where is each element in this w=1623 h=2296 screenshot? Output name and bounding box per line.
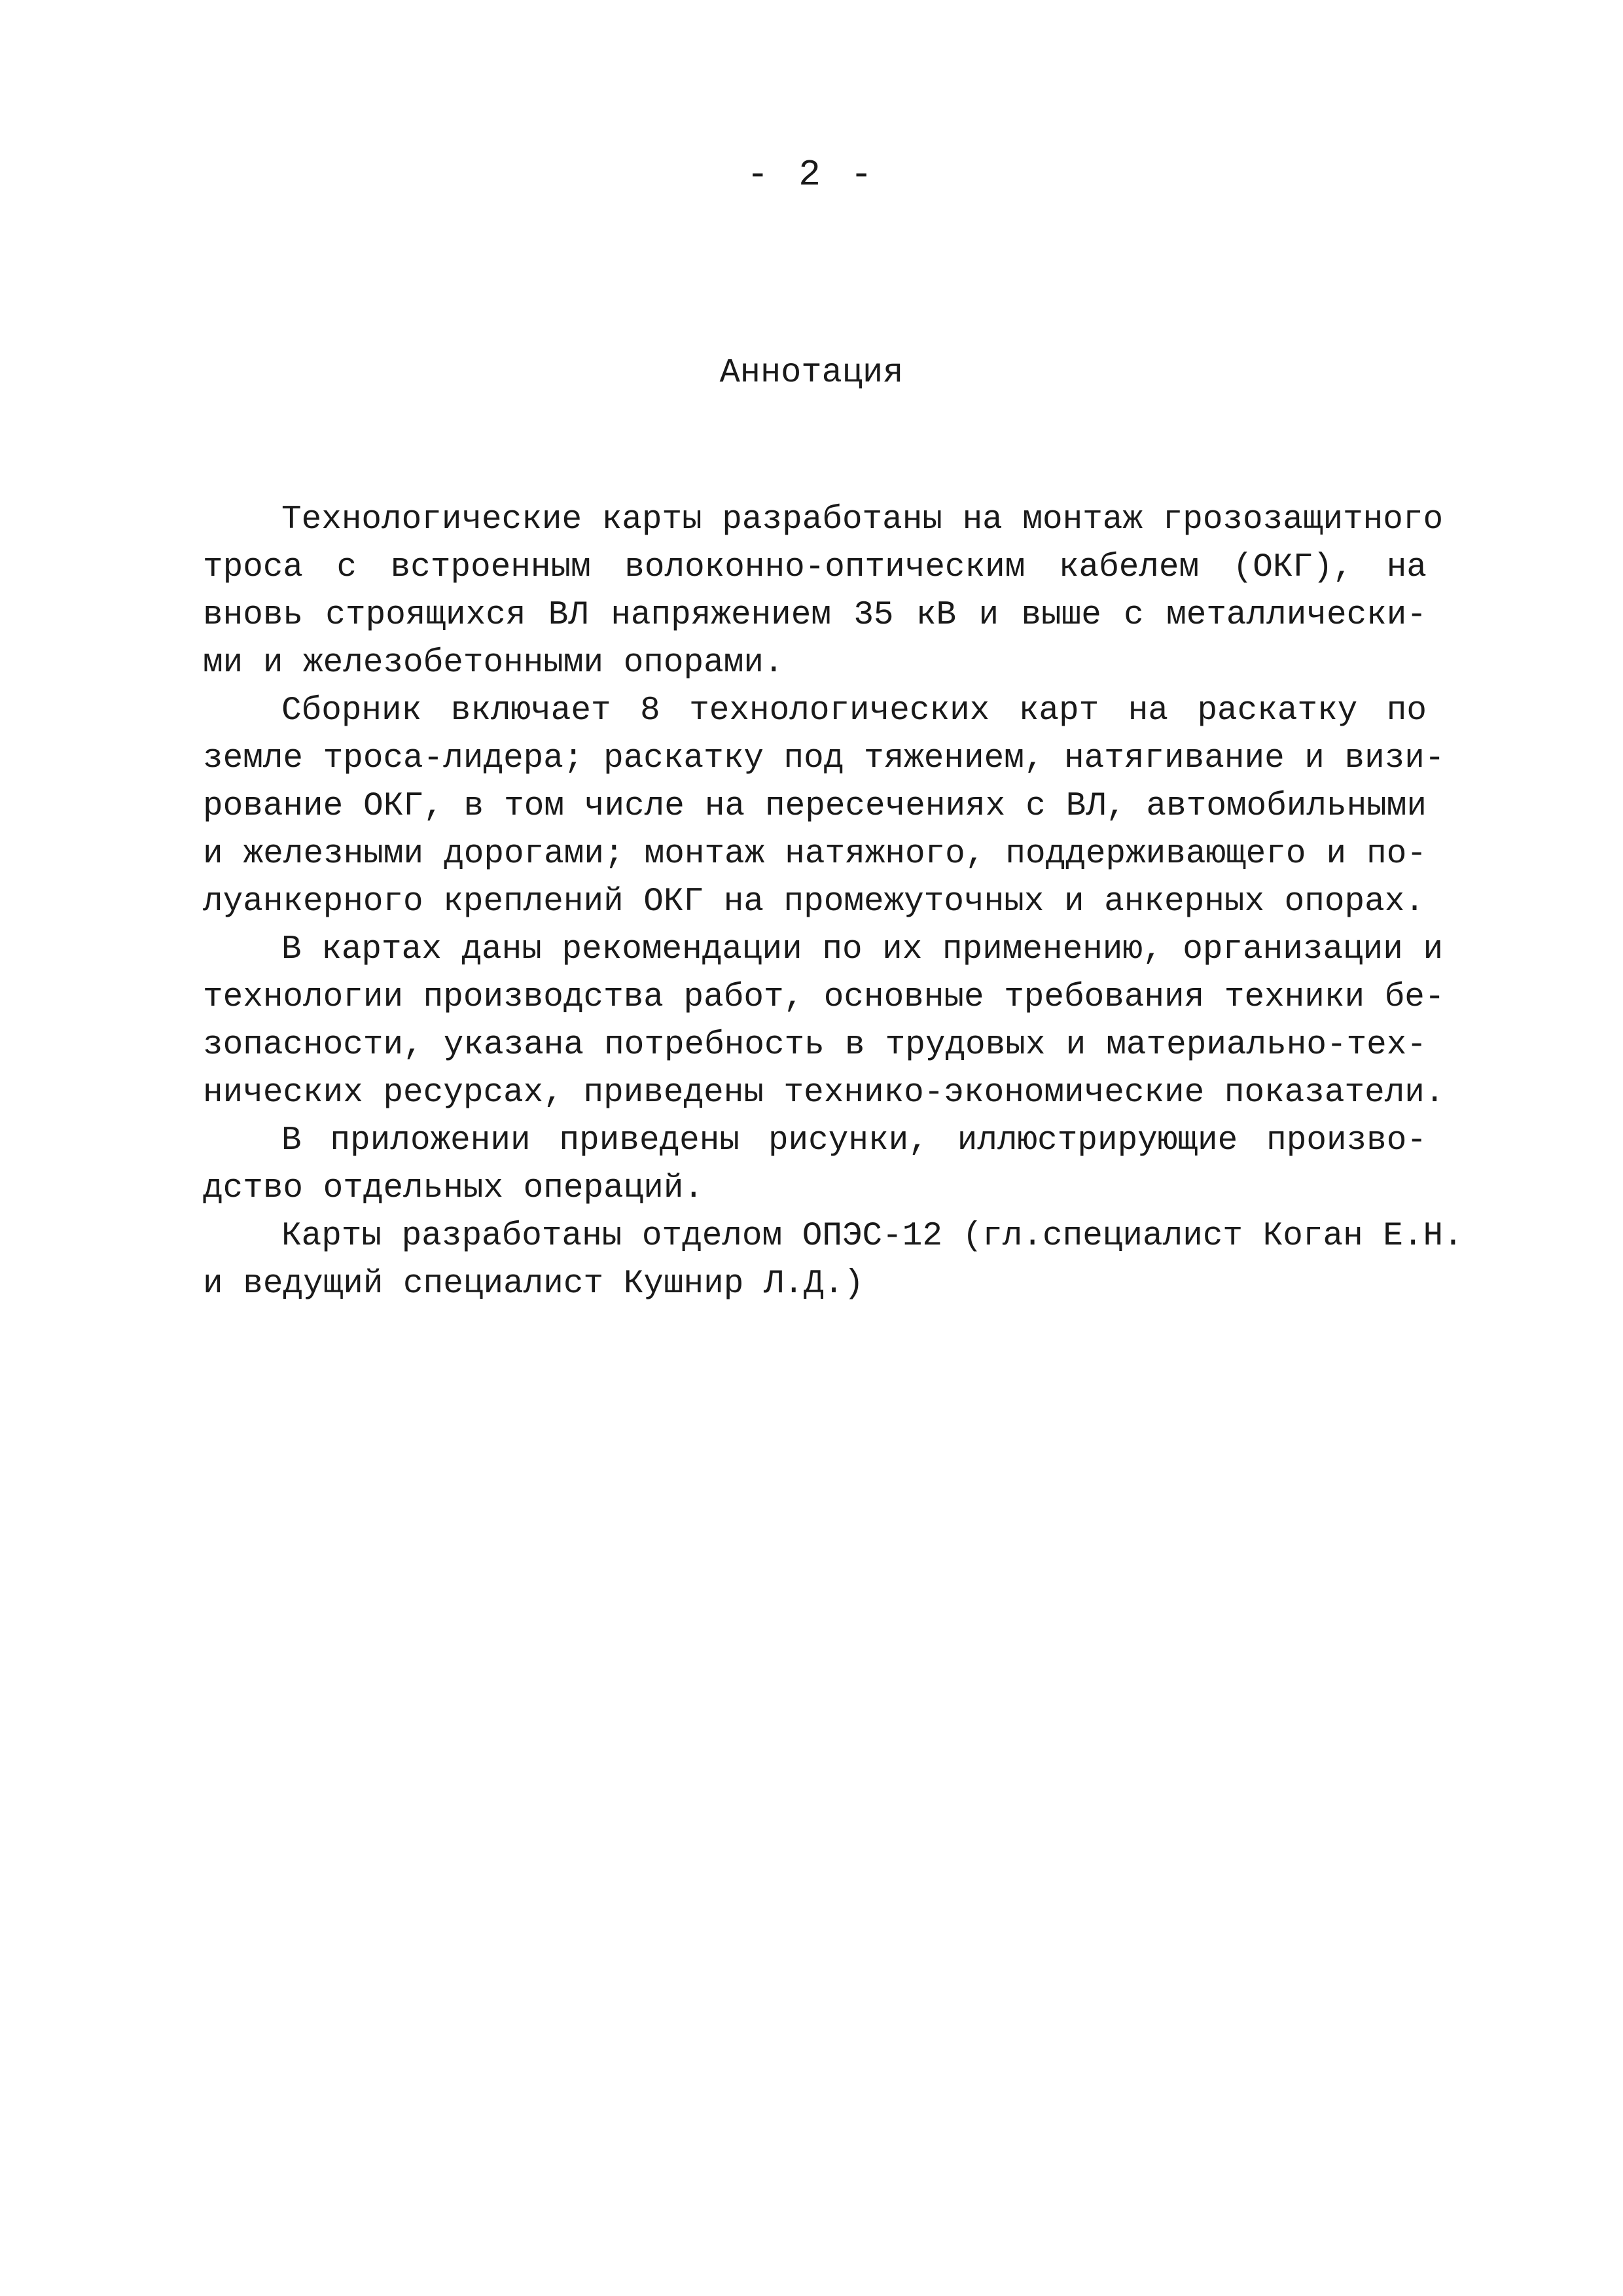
- text-line: дство отдельных операций.: [203, 1170, 704, 1207]
- text-line: Сборник включает 8 технологических карт на раскатку по: [281, 692, 1427, 730]
- text-line: В картах даны рекомендации по их применению, организации и: [281, 931, 1444, 968]
- text-line: зопасности, указана потребность в трудовых и материально-тех-: [203, 1027, 1427, 1064]
- text-line: Карты разработаны отделом ОПЭС-12 (гл.специалист Коган Е.Н.: [281, 1218, 1463, 1255]
- text-line: ми и железобетонными опорами.: [203, 645, 784, 682]
- annotation-body: [203, 496, 1463, 1308]
- text-line: Технологические карты разработаны на монтаж грозозащитного: [281, 501, 1444, 539]
- text-line: и ведущий специалист Кушнир Л.Д.): [203, 1265, 864, 1303]
- text-line: и железными дорогами; монтаж натяжного, поддерживающего и по-: [203, 836, 1427, 873]
- text-line: рование ОКГ, в том числе на пересечениях с ВЛ, автомобильными: [203, 788, 1427, 825]
- text-line: луанкерного креплений ОКГ на промежуточных и анкерных опорах.: [203, 883, 1425, 921]
- text-line: вновь строящихся ВЛ напряжением 35 кВ и выше с металлически-: [203, 597, 1427, 634]
- text-line: нических ресурсах, приведены технико-экономические показатели.: [203, 1074, 1445, 1112]
- page-number: - 2 -: [746, 154, 877, 196]
- text-line: В приложении приведены рисунки, иллюстрирующие произво-: [281, 1122, 1427, 1159]
- text-line: земле троса-лидера; раскатку под тяжением, натягивание и визи-: [203, 740, 1445, 777]
- page-title: Аннотация: [719, 353, 904, 392]
- text-line: троса с встроенным волоконно-оптическим кабелем (ОКГ), на: [203, 549, 1427, 586]
- text-line: технологии производства работ, основные требования техники бе-: [203, 979, 1445, 1016]
